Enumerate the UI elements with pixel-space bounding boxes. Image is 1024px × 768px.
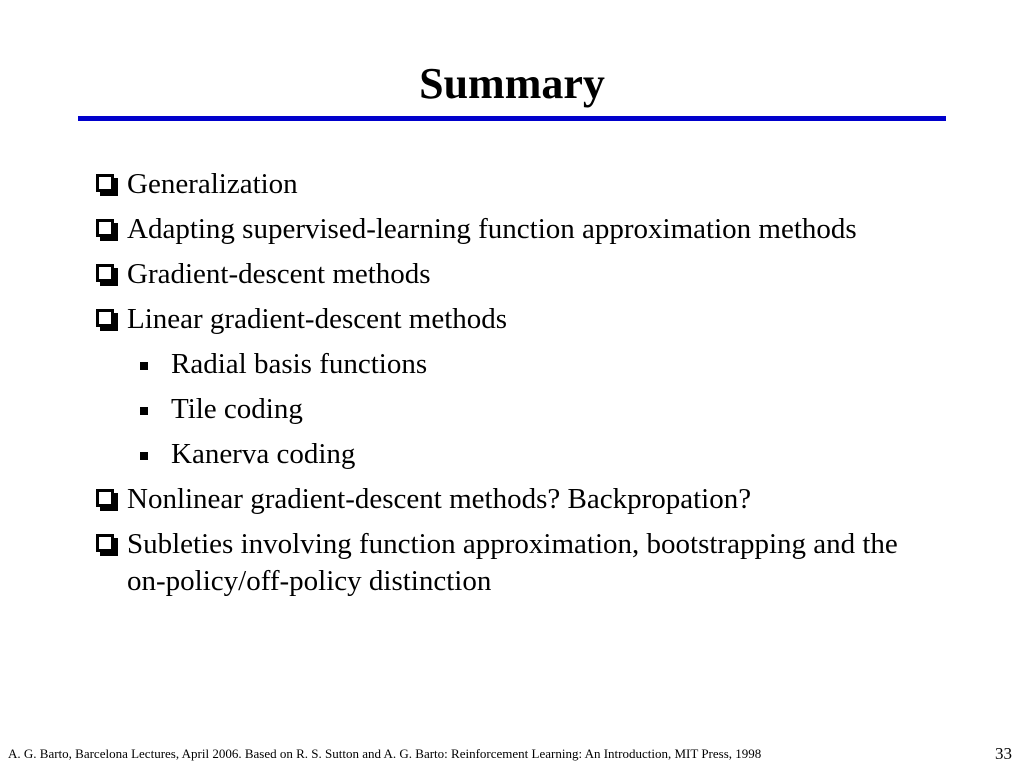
sub-bullet-radial-basis [0,346,1024,383]
title-divider [78,116,946,121]
footer-citation: A. G. Barto, Barcelona Lectures, April 2006. Based on R. S. Sutton and A. G. Barto: Reinforcement Learning: An Introduction, MIT Press, 1998 [8,746,762,761]
bullet-item-gradient-descent [0,256,1024,293]
bullet-text: Generalization [127,168,298,200]
hollow-square-bullet-icon [96,219,118,241]
bullet-item-generalization [0,166,1024,203]
bullet-list [0,166,1024,608]
filled-square-bullet-icon [140,452,148,460]
hollow-square-bullet-icon [96,309,118,331]
bullet-item-linear [0,301,1024,338]
sub-bullet-text: Tile coding [171,393,303,425]
sub-bullet-text: Radial basis functions [171,348,428,380]
slide-title: Summary [419,59,605,108]
bullet-text: Gradient-descent methods [127,258,431,290]
sub-bullet-tile-coding [0,391,1024,428]
page-number: 33 [995,744,1012,763]
bullet-text: Subleties involving function approximation, bootstrapping and the on-policy/off-policy distinction [127,528,898,597]
sub-bullet-kanerva [0,436,1024,473]
bullet-text: Linear gradient-descent methods [127,303,508,335]
filled-square-bullet-icon [140,407,148,415]
bullet-text: Nonlinear gradient-descent methods? Backpropation? [127,483,752,515]
sub-bullet-text: Kanerva coding [171,438,356,470]
filled-square-bullet-icon [140,362,148,370]
bullet-text: Adapting supervised-learning function approximation methods [127,213,857,245]
hollow-square-bullet-icon [96,264,118,286]
hollow-square-bullet-icon [96,489,118,511]
hollow-square-bullet-icon [96,534,118,556]
hollow-square-bullet-icon [96,174,118,196]
bullet-item-adapting [0,211,1024,248]
bullet-item-nonlinear [0,481,1024,518]
bullet-item-subtleties [0,526,1024,600]
